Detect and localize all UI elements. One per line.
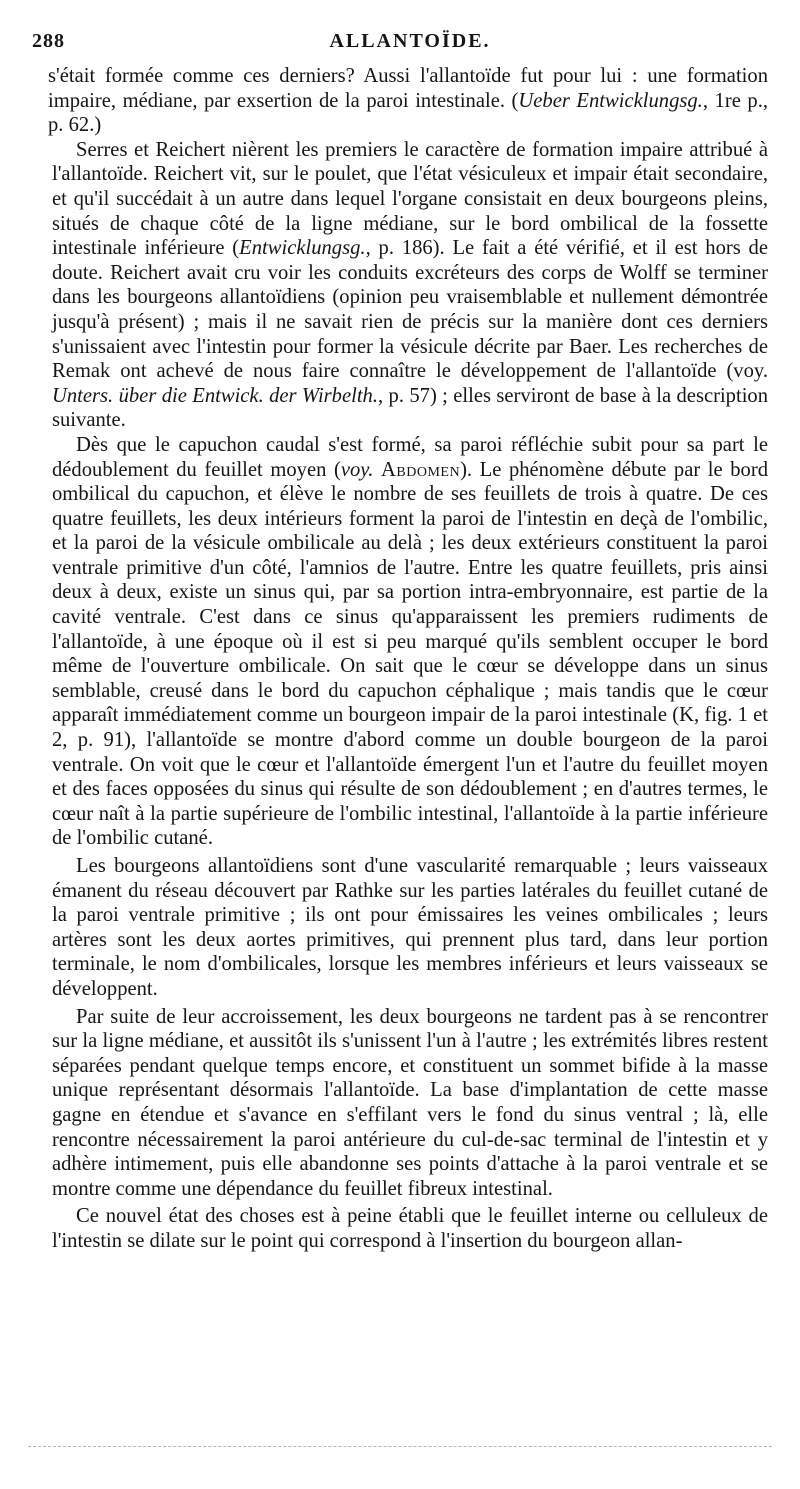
italic-citation: Unters. über die Entwick. der Wirbelth. (52, 384, 379, 407)
paragraph-continued (48, 64, 768, 138)
paragraph-bourgeons-vascularite (52, 854, 768, 1002)
italic-citation: Entwicklungsg. (239, 237, 366, 260)
italic-citation: voy. (340, 458, 374, 481)
italic-citation: Ueber Entwicklungsg. (518, 89, 703, 112)
text-run: , p. 57) ; elles serviront de base à la description suivante. (52, 384, 769, 432)
text-run: Dès que le capuchon caudal s'est formé, sa paroi réfléchie subit pour sa part le dédoublement du feuillet moyen ( (52, 433, 768, 481)
paragraph-accroissement (52, 1005, 768, 1202)
paragraph-nouvel-etat (52, 1204, 768, 1253)
text-run: , 1re p., p. 62.) (48, 89, 768, 137)
bottom-divider (28, 1446, 772, 1447)
text-run: Serres et Reichert nièrent les premiers le caractère de formation impaire attribué à l'allantoïde. Reichert vit, sur le poulet, que l'état vésiculeux et impair était secondaire, et qu'il succédait à un autre dans lequel l'organe consistait en deux bourgeons pleins, situés de chaque côté de la ligne médiane, sur le bord ombilical de la fossette intestinale inférieure ( (52, 138, 768, 260)
text-run: ). Le phénomène débute par le bord ombilical du capuchon, et élève le nombre de ses feuillets de trois à quatre. De ces quatre feuillets, les deux intérieurs forment la paroi de l'intestin en deçà de l'ombilic, et la paroi de la vésicule ombilicale au delà ; les deux extérieurs constituent la paroi ventrale primitive d'un côté, l'amnios de l'autre. Entre les quatre feuillets, pris ainsi deux à deux, existe un sinus qui, par sa portion intra-embryonnaire, est partie de la cavité ventrale. C'est dans ce sinus qu'apparaissent les premiers rudiments de l'allantoïde, à une époque où il est si peu marqué qu'ils semblent occuper le bord même de l'ouverture ombilicale. On sait que le cœur se développe dans un sinus semblable, creusé dans le bord du capuchon céphalique ; mais tandis que le cœur apparaît immédiatement comme un bourgeon impair de la paroi intestinale (K, fig. 1 et 2, p. 91), l'allantoïde se montre d'abord comme un double bourgeon de la paroi ventrale. On voit que le cœur et l'allantoïde émergent l'un et l'autre du feuillet moyen et des faces opposées du sinus qui résulte de son dédoublement ; en d'autres termes, le cœur naît à la partie supérieure de l'ombilic intestinal, l'allantoïde à la partie inférieure de l'ombilic cutané. (52, 458, 769, 850)
page-header (32, 30, 768, 64)
text-run: , p. 186). Le fait a été vérifié, et il est hors de doute. Reichert avait cru voir les conduits excréteurs des corps de Wolff se terminer dans les bourgeons allantoïdiens (opinion peu vraisemblable et nullement démontrée jusqu'à présent) ; mais il ne savait rien de précis sur la manière dont ces derniers s'unissaient avec l'intestin pour former la vésicule décrite par Baer. Les recherches de Remak ont achevé de nous faire connaître le développement de l'allantoïde (voy. (52, 237, 768, 383)
page-number: 288 (32, 30, 65, 52)
text-run: Par suite de leur accroissement, les deux bourgeons ne tardent pas à se rencontrer sur la ligne médiane, et aussitôt ils s'unissent l'un à l'autre ; les extrémités libres restent séparées pendant quelque temps encore, et constituent un sommet bifide à la masse unique représentant désormais l'allantoïde. La base d'implantation de cette masse gagne en étendue et s'avance en s'effilant vers le fond du sinus ventral ; là, elle rencontre nécessairement la paroi antérieure du cul-de-sac terminal de l'intestin et y adhère intimement, puis elle abandonne ses points d'attache à la paroi ventrale et se montre comme une dépendance du feuillet fibreux intestinal. (52, 1005, 768, 1200)
book-page (32, 30, 769, 1254)
text-run: Ce nouvel état des choses est à peine établi que le feuillet interne ou celluleux de l'intestin se dilate sur le point qui correspond à l'insertion du bourgeon allan- (52, 1205, 768, 1252)
text-run: s'était formée comme ces derniers? Aussi l'allantoïde fut pour lui : une formation impaire, médiane, par exsertion de la paroi intestinale. ( (48, 65, 768, 112)
page-body (48, 64, 769, 1254)
paragraph-capuchon-caudal (52, 433, 768, 851)
small-caps-reference: Abdomen (381, 458, 461, 481)
running-title: ALLANTOÏDE. (329, 30, 491, 52)
text-run: Les bourgeons allantoïdiens sont d'une vascularité remarquable ; leurs vaisseaux émanent du réseau découvert par Rathke sur les parties latérales du feuillet cutané de la paroi ventrale primitive ; ils ont pour émissaires les veines ombilicales ; leurs artères sont les deux aortes primitives, qui prennent plus tard, dans leur portion terminale, le nom d'ombilicales, lorsque les membres inférieurs et leurs vaisseaux se développent. (52, 855, 768, 1000)
paragraph-serres-reichert (52, 138, 768, 433)
